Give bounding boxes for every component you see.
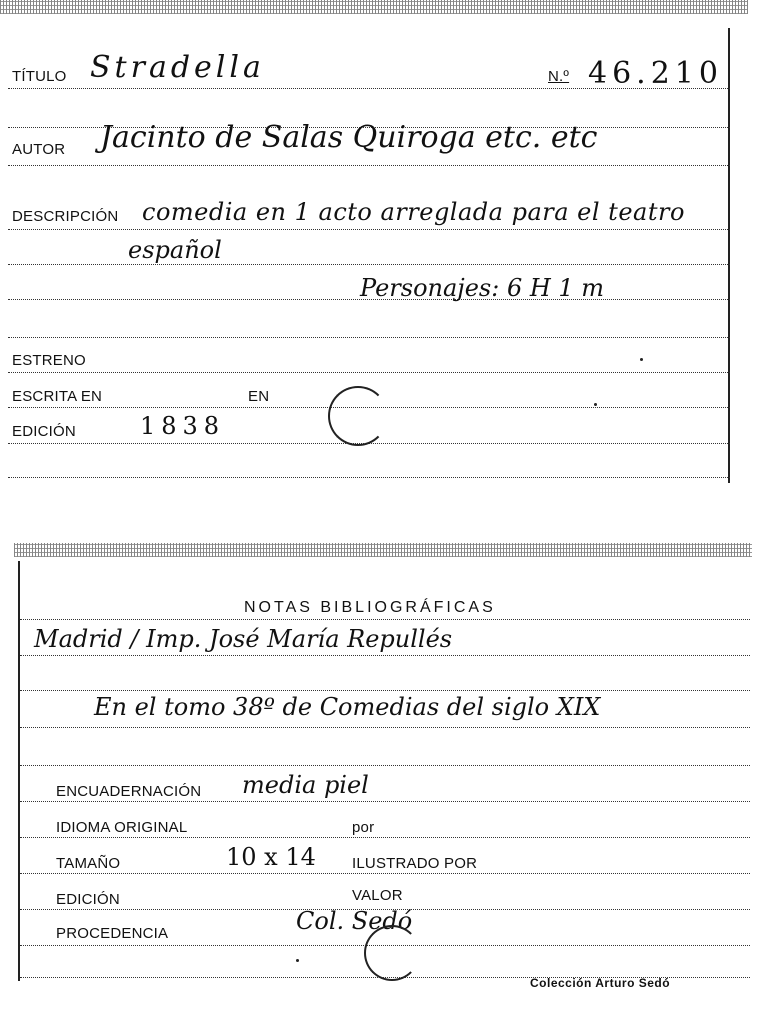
ink-dot	[296, 959, 299, 962]
card-right-border	[728, 28, 730, 483]
encuadernacion-label: ENCUADERNACIÓN	[56, 783, 202, 800]
rule	[20, 765, 750, 766]
tamano-label: TAMAÑO	[56, 855, 121, 872]
descripcion-line1: comedia en 1 acto arreglada para el teatro	[142, 198, 685, 226]
ink-dot	[594, 403, 597, 406]
notes-line2: En el tomo 38º de Comedias del siglo XIX	[94, 693, 601, 721]
procedencia-label: PROCEDENCIA	[56, 925, 169, 942]
personajes-value: Personajes: 6 H 1 m	[360, 274, 605, 302]
notes-line1: Madrid / Imp. José María Repullés	[34, 625, 453, 653]
idioma-original-label: IDIOMA ORIGINAL	[56, 819, 188, 836]
rule	[20, 873, 750, 874]
rule	[20, 801, 750, 802]
rule	[20, 619, 750, 620]
titulo-label: TÍTULO	[12, 68, 67, 85]
tamano-value: 10 x 14	[226, 843, 316, 871]
rule	[8, 477, 730, 478]
rule	[20, 690, 750, 691]
ilustrado-por-label: ILUSTRADO POR	[352, 855, 478, 872]
scan-noise-top	[14, 543, 752, 557]
descripcion-label: DESCRIPCIÓN	[12, 208, 119, 225]
edicion-value: 1838	[140, 412, 226, 440]
catalog-card-back	[14, 543, 752, 988]
procedencia-value: Col. Sedó	[296, 907, 413, 935]
escrita-en-label: ESCRITA EN	[12, 388, 103, 405]
scan-noise-top	[0, 0, 748, 14]
rule	[20, 837, 750, 838]
rule	[20, 655, 750, 656]
valor-label: VALOR	[352, 887, 403, 904]
rule	[8, 264, 730, 265]
autor-value: Jacinto de Salas Quiroga etc. etc	[100, 120, 598, 155]
autor-label: AUTOR	[12, 141, 66, 158]
catalog-card-front	[0, 0, 748, 492]
card-left-border	[18, 561, 20, 981]
stamp-mark	[328, 386, 388, 446]
titulo-value: Stradella	[90, 50, 265, 85]
numero-value: 46.210	[588, 56, 723, 91]
en-label: EN	[248, 388, 270, 405]
numero-label: N.º	[548, 68, 570, 85]
notas-heading: NOTAS BIBLIOGRÁFICAS	[244, 599, 496, 616]
ink-dot	[640, 358, 643, 361]
rule	[8, 165, 730, 166]
rule	[8, 337, 730, 338]
rule	[20, 727, 750, 728]
estreno-label: ESTRENO	[12, 352, 86, 369]
rule	[8, 372, 730, 373]
por-label: por	[352, 819, 375, 836]
rule	[8, 229, 730, 230]
edicion-label: EDICIÓN	[12, 423, 76, 440]
edicion-label: EDICIÓN	[56, 891, 120, 908]
collection-footer: Colección Arturo Sedó	[530, 976, 671, 990]
encuadernacion-value: media piel	[242, 771, 369, 799]
descripcion-line2: español	[128, 236, 222, 264]
stamp-mark	[364, 925, 420, 981]
